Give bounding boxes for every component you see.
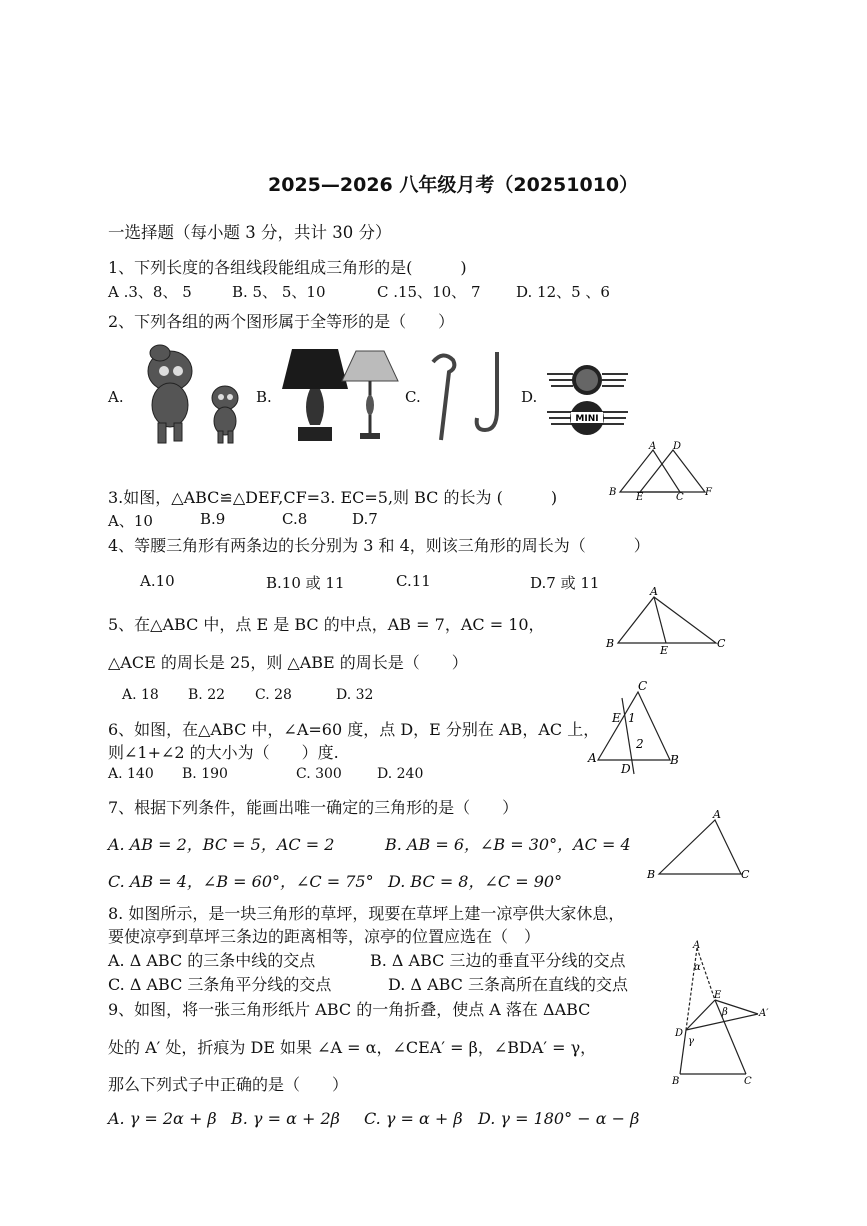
section-heading: 一选择题（每小题 3 分，共计 30 分）: [108, 223, 392, 242]
q3-option-a[interactable]: A、10: [108, 512, 153, 530]
q6-label-b: B: [670, 753, 679, 767]
q3-label-b: B: [609, 487, 617, 498]
q2-option-a[interactable]: A.: [108, 388, 124, 406]
q8-option-a[interactable]: A. Δ ABC 的三条中线的交点: [108, 951, 316, 970]
q6-label-c: C: [638, 679, 648, 693]
q5-option-c[interactable]: C. 28: [255, 687, 292, 703]
mini-emblem-pair-image: [545, 360, 630, 445]
q4-option-c[interactable]: C.11: [396, 572, 431, 590]
q6-label-angle2: 2: [636, 737, 644, 751]
q9-label-gamma: γ: [688, 1036, 694, 1047]
q6-label-a: A: [588, 751, 597, 765]
q8-option-b[interactable]: B. Δ ABC 三边的垂直平分线的交点: [370, 951, 626, 970]
q2-option-b[interactable]: B.: [256, 388, 272, 406]
q9-option-b[interactable]: B. γ = α + 2β: [231, 1109, 340, 1128]
q7-label-c: C: [741, 868, 750, 881]
q1-option-a[interactable]: A .3、8、 5: [108, 283, 192, 301]
q5-label-c: C: [717, 637, 726, 650]
q9-label-beta: β: [722, 1007, 728, 1018]
q5-figure: [604, 585, 729, 655]
q6-stem-line2: 则∠1+∠2 的大小为（ ）度.: [108, 743, 339, 762]
q6-option-a[interactable]: A. 140: [108, 766, 154, 782]
q3-label-f: F: [705, 487, 712, 498]
q7-label-a: A: [713, 808, 721, 821]
q5-label-b: B: [606, 637, 615, 650]
q9-label-a: A: [693, 940, 701, 951]
q9-option-c[interactable]: C. γ = α + β: [364, 1109, 463, 1128]
q6-option-c[interactable]: C. 300: [296, 766, 342, 782]
q8-option-d[interactable]: D. Δ ABC 三条高所在直线的交点: [388, 975, 629, 994]
q7-option-c[interactable]: C. AB = 4，∠B = 60°，∠C = 75°: [108, 872, 374, 891]
q8-option-c[interactable]: C. Δ ABC 三条角平分线的交点: [108, 975, 332, 994]
q9-label-e: E: [714, 990, 722, 1001]
q3-label-c: C: [676, 492, 684, 503]
q3-label-e: E: [636, 492, 644, 503]
q5-option-b[interactable]: B. 22: [188, 687, 226, 703]
q1-option-d[interactable]: D. 12、5 、6: [516, 283, 610, 301]
q4-option-b[interactable]: B.10 或 11: [266, 574, 345, 592]
page-title: 2025—2026 八年级月考（20251010）: [268, 174, 639, 196]
q7-label-b: B: [647, 868, 656, 881]
q8-stem-line1: 8. 如图所示，是一块三角形的草坪，现要在草坪上建一凉亭供大家休息，: [108, 904, 625, 923]
q9-stem-line3: 那么下列式子中正确的是（ ）: [108, 1075, 349, 1094]
q5-option-d[interactable]: D. 32: [336, 687, 374, 703]
q4-option-d[interactable]: D.7 或 11: [530, 574, 600, 592]
q7-option-d[interactable]: D. BC = 8，∠C = 90°: [388, 872, 563, 891]
q6-option-d[interactable]: D. 240: [377, 766, 424, 782]
lamp-pair-image: [280, 347, 405, 447]
q9-stem-line2: 处的 A′ 处，折痕为 DE 如果 ∠A = α，∠CEA′ = β，∠BDA′ = γ，: [108, 1038, 597, 1057]
q2-stem: 2、下列各组的两个图形属于全等形的是（ ）: [108, 312, 455, 331]
q9-label-d: D: [675, 1028, 684, 1039]
q9-label-b: B: [672, 1076, 680, 1087]
q8-stem-line2: 要使凉亭到草坪三条边的距离相等，凉亭的位置应选在（ ）: [108, 927, 541, 946]
q6-stem-line1: 6、如图，在△ABC 中，∠A=60 度，点 D，E 分别在 AB，AC 上，: [108, 720, 600, 739]
q5-stem-line1: 5、在△ABC 中，点 E 是 BC 的中点，AB = 7，AC = 10，: [108, 615, 545, 634]
q6-label-angle1: 1: [628, 711, 636, 725]
q3-label-d: D: [673, 441, 682, 452]
q3-option-d[interactable]: D.7: [352, 510, 378, 528]
q7-figure: [645, 808, 755, 884]
q3-stem: 3.如图，△ABC≌△DEF,CF=3. EC=5,则 BC 的长为 ( ): [108, 488, 558, 507]
q3-option-c[interactable]: C.8: [282, 510, 308, 528]
q6-figure: [588, 676, 688, 776]
q1-stem: 1、下列长度的各组线段能组成三角形的是( ): [108, 258, 467, 277]
q4-stem: 4、等腰三角形有两条边的长分别为 3 和 4，则该三角形的周长为（ ）: [108, 536, 650, 555]
q2-option-d[interactable]: D.: [521, 388, 538, 406]
q4-option-a[interactable]: A.10: [140, 572, 175, 590]
q6-label-e: E: [612, 711, 621, 725]
q1-option-b[interactable]: B. 5、 5、10: [232, 283, 326, 301]
q5-label-a: A: [650, 585, 658, 598]
q3-figure: [605, 440, 715, 503]
q9-label-alpha: α: [694, 962, 701, 973]
q7-option-b[interactable]: B. AB = 6，∠B = 30°，AC = 4: [385, 835, 631, 854]
q6-label-d: D: [621, 762, 631, 776]
q1-option-c[interactable]: C .15、10、 7: [377, 283, 481, 301]
q9-stem-line1: 9、如图，将一张三角形纸片 ABC 的一角折叠，使点 A 落在 ΔABC: [108, 1000, 591, 1019]
q7-option-a[interactable]: A. AB = 2，BC = 5，AC = 2: [108, 835, 335, 854]
q5-option-a[interactable]: A. 18: [122, 687, 159, 703]
q9-label-a-prime: A′: [759, 1008, 769, 1019]
q7-stem: 7、根据下列条件，能画出唯一确定的三角形的是（ ）: [108, 798, 519, 817]
hook-pair-image: [425, 350, 515, 445]
q5-label-e: E: [660, 644, 669, 657]
q9-figure: [670, 940, 780, 1088]
q2-option-c[interactable]: C.: [405, 388, 421, 406]
q9-option-d[interactable]: D. γ = 180° − α − β: [478, 1109, 640, 1128]
mascot-pair-image: [130, 343, 255, 448]
q6-option-b[interactable]: B. 190: [182, 766, 228, 782]
q5-stem-line2: △ACE 的周长是 25，则 △ABE 的周长是（ ）: [108, 653, 468, 672]
q9-label-c: C: [744, 1076, 752, 1087]
q3-label-a: A: [649, 441, 657, 452]
mini-emblem-text: MINI: [575, 414, 599, 424]
q9-option-a[interactable]: A. γ = 2α + β: [108, 1109, 217, 1128]
q3-option-b[interactable]: B.9: [200, 510, 226, 528]
